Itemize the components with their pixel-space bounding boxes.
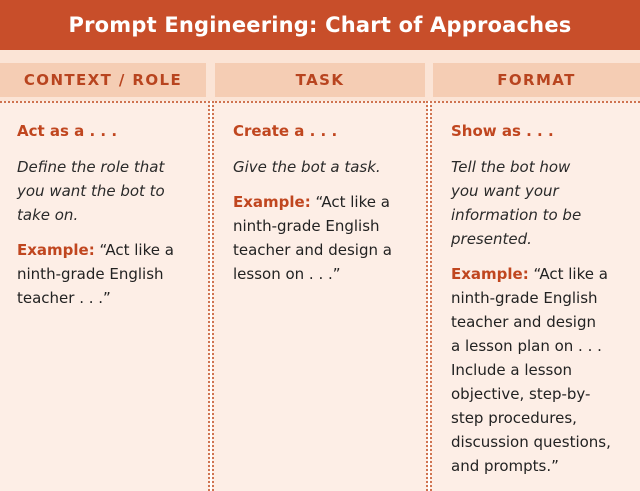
example-label: Example: (451, 265, 529, 283)
column-lead: Act as a . . . (17, 122, 118, 140)
column-description: Tell the bot how you want your information to be presented. (451, 158, 582, 248)
example-text: “Act like a ninth-grade English teacher . . .” (17, 241, 174, 307)
column-lead: Create a . . . (233, 122, 338, 140)
column-description: Give the bot a task. (233, 158, 381, 176)
column-context-role (0, 101, 210, 491)
column-example (17, 238, 208, 310)
example-text: “Act like a ninth-grade English teacher and design a lesson plan on . . . Include a lesson objective, step-by- step procedures, discussion questions, and prompts.” (451, 265, 611, 475)
column-headers (0, 50, 640, 101)
example-label: Example: (17, 241, 95, 259)
column-example (451, 262, 640, 478)
column-lead: Show as . . . (451, 122, 554, 140)
column-example (233, 190, 426, 286)
header-context-role: CONTEXT / ROLE (0, 63, 206, 97)
example-label: Example: (233, 193, 311, 211)
columns-body (0, 101, 640, 491)
column-format (430, 101, 640, 491)
column-description: Define the role that you want the bot to take on. (17, 158, 165, 224)
example-text: “Act like a ninth-grade English teacher and design a lesson on . . .” (233, 193, 392, 283)
column-task (212, 101, 428, 491)
header-format: FORMAT (433, 63, 640, 97)
page-title: Prompt Engineering: Chart of Approaches (0, 0, 640, 50)
header-task: TASK (215, 63, 425, 97)
